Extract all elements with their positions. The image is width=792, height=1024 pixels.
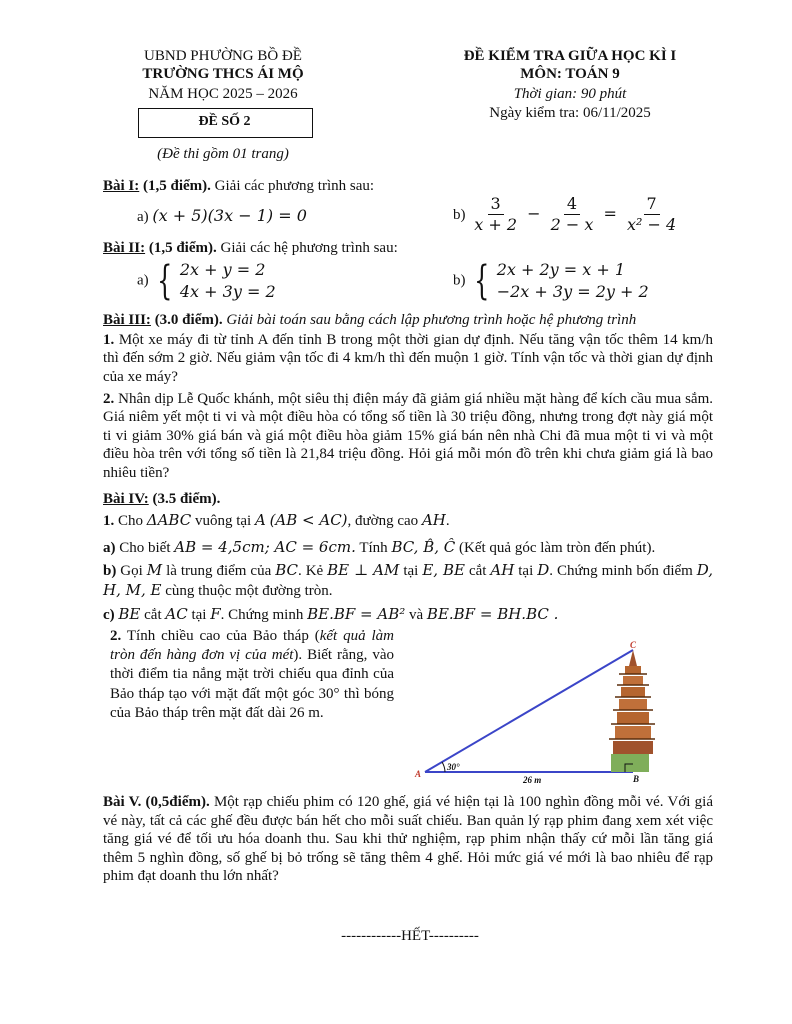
end-marker: ------------HẾT---------- bbox=[341, 928, 479, 944]
fraction-1: $\frac{3}{x + 2}$ bbox=[474, 194, 518, 234]
subject: MÔN: TOÁN 9 bbox=[520, 66, 620, 82]
bai2-heading bbox=[103, 240, 398, 257]
bai3-points: (3.0 điểm). bbox=[150, 312, 223, 328]
bai4-c: c) BE cắt AC tại F. Chứng minh BE.BF = AB² và BE.BF = BH.BC . bbox=[103, 605, 559, 623]
base-label: 26 m bbox=[523, 775, 542, 785]
pages-note: (Đề thi gồm 01 trang) bbox=[157, 146, 289, 162]
bai1-a bbox=[137, 206, 307, 226]
bai3-q2 bbox=[103, 390, 713, 482]
exam-title: ĐỀ KIỂM TRA GIỮA HỌC KÌ I bbox=[463, 48, 677, 64]
bai5-title: Bài V bbox=[103, 794, 138, 810]
bai5-points: . (0,5điểm). bbox=[137, 794, 210, 810]
bai4-points: (3.5 điểm). bbox=[148, 491, 221, 507]
sun-ray-line bbox=[425, 650, 633, 772]
bai1-a-label: a) bbox=[137, 209, 149, 225]
bai1-points: (1,5 điểm). bbox=[139, 178, 211, 194]
bai3-instruction: Giải bài toán sau bằng cách lập phương trình hoặc hệ phương trình bbox=[222, 312, 637, 328]
bai4-q2-num: 2. bbox=[110, 628, 122, 644]
bai3-q1-num: 1. bbox=[103, 332, 115, 348]
school-authority: UBND PHƯỜNG BỒ ĐỀ bbox=[144, 48, 302, 64]
fraction-3: $\frac{7}{\text{x² − 4}}$ bbox=[627, 194, 677, 234]
minus-sign: − bbox=[527, 204, 541, 223]
label-b: B bbox=[633, 774, 640, 784]
bai1-a-equation: (x + 5)(3x − 1) = 0 bbox=[152, 206, 307, 225]
bai3-q2-text: Nhân dịp Lễ Quốc khánh, một siêu thị điện máy đã giảm giá nhiều mặt hàng để kích cầu mua sắm. Giá niêm yết một ti vi và một điều hòa có tổng số tiền là 30 triệu đồng, nhưng trong đợt này giá một ti vi giảm 30% giá bán và giá một điều hòa giảm 15% giá bán nên nhà Chi đã mua một ti vi và một điều hòa trên với tổng số tiền là 21,84 triệu đồng. Hỏi giá mỗi món đồ trên khi chưa giảm giá là bao nhiêu tiền? bbox=[103, 391, 713, 481]
exam-date: Ngày kiểm tra: 06/11/2025 bbox=[489, 105, 651, 121]
triangle-abc: ΔABC bbox=[146, 511, 192, 529]
bai1-b bbox=[453, 195, 681, 234]
bai5-text: Một rạp chiếu phim có 120 ghế, giá vé hiện tại là 100 nghìn đồng mỗi vé. Với giá vé này, tất cả các ghế đều được bán hết cho mỗi suất chiếu. Ban quản lý rạp phim đang xem xét việc tăng giá vé để tối ưu hóa doanh thu. Sau khi thử nghiệm, rạp phim nhận thấy cứ mỗi lần tăng giá thêm 5 nghìn đồng, số ghế bị bỏ trống sẽ tăng thêm 4 ghế. Hỏi mức giá vé mới là bao nhiêu để rạp phim đạt doanh thu lớn nhất? bbox=[103, 794, 713, 885]
label-c: C bbox=[630, 640, 637, 650]
bai1-b-label: b) bbox=[453, 207, 466, 224]
bai1-title: Bài I: bbox=[103, 178, 140, 194]
tower-figure bbox=[405, 636, 655, 786]
pagoda-tower bbox=[609, 650, 655, 754]
bai5 bbox=[103, 793, 713, 886]
system-b: { 2x + 2y = x + 1 −2x + 3y = 2y + 2 bbox=[474, 258, 649, 304]
equals-sign: = bbox=[603, 204, 617, 223]
bai1-heading bbox=[103, 178, 374, 195]
school-year: NĂM HỌC 2025 – 2026 bbox=[148, 86, 298, 102]
bai4-b-label: b) bbox=[103, 563, 117, 579]
bai2-a-label: a) bbox=[137, 272, 149, 289]
bai2-b-label: b) bbox=[453, 272, 466, 289]
bai3-q2-num: 2. bbox=[103, 391, 115, 407]
fraction-2: $\frac{4}{2 - x}$ bbox=[550, 194, 594, 234]
exam-code: ĐỀ SỐ 2 bbox=[198, 114, 251, 129]
label-a: A bbox=[415, 769, 422, 779]
bai3-q1 bbox=[103, 331, 713, 386]
angle-arc bbox=[442, 762, 445, 772]
bai4-q1-num: 1. bbox=[103, 513, 115, 529]
bai3-heading bbox=[103, 312, 636, 329]
bai4-c-label: c) bbox=[103, 607, 115, 623]
bai2-points: (1,5 điểm). bbox=[145, 240, 217, 256]
tower-base bbox=[611, 754, 649, 772]
bai4-q1: 1. Cho ΔABC vuông tại A (AB < AC), đường cao AH. bbox=[103, 511, 450, 529]
bai4-title: Bài IV: bbox=[103, 491, 149, 507]
bai2-a bbox=[137, 259, 276, 303]
angle-label: 30° bbox=[447, 762, 460, 772]
bai4-a: a) Cho biết AB = 4,5cm; AC = 6cm. Tính BC, B̂, Ĉ (Kết quả góc làm tròn đến phút). bbox=[103, 538, 656, 556]
bai4-b: b) Gọi M là trung điểm của BC. Kẻ BE ⊥ AM tại E, BE cắt AH tại D. Chứng minh bốn điểm D, H, M, E cùng thuộc một đường tròn. bbox=[103, 561, 714, 599]
bai4-q2: 2. Tính chiều cao của Bảo tháp (kết quả làm tròn đến hàng đơn vị của mét). Biết rằng, vào thời điểm tia nắng mặt trời chiếu qua đỉnh của Bảo tháp tạo với mặt đất một góc 30° thì bóng của Bảo tháp trên mặt đất dài 26 m. bbox=[110, 628, 395, 721]
bai4-heading bbox=[103, 491, 220, 508]
bai2-b bbox=[453, 259, 649, 303]
bai2-title: Bài II: bbox=[103, 240, 146, 256]
system-a: { 2x + y = 2 4x + 3y = 2 bbox=[157, 258, 276, 304]
bai3-q1-text: Một xe máy đi từ tỉnh A đến tỉnh B trong một thời gian dự định. Nếu tăng vận tốc thêm 14 km/h thì đến sớm 2 giờ. Nếu giảm vận tốc đi 4 km/h thì đến muộn 1 giờ. Tính vận tốc và thời gian dự định của xe máy? bbox=[103, 332, 713, 385]
bai4-a-label: a) bbox=[103, 540, 116, 556]
bai3-title: Bài III: bbox=[103, 312, 151, 328]
bai1-instruction: Giải các phương trình sau: bbox=[210, 178, 375, 194]
bai2-instruction: Giải các hệ phương trình sau: bbox=[216, 240, 398, 256]
duration: Thời gian: 90 phút bbox=[513, 86, 627, 102]
school-name: TRƯỜNG THCS ÁI MỘ bbox=[142, 66, 304, 82]
